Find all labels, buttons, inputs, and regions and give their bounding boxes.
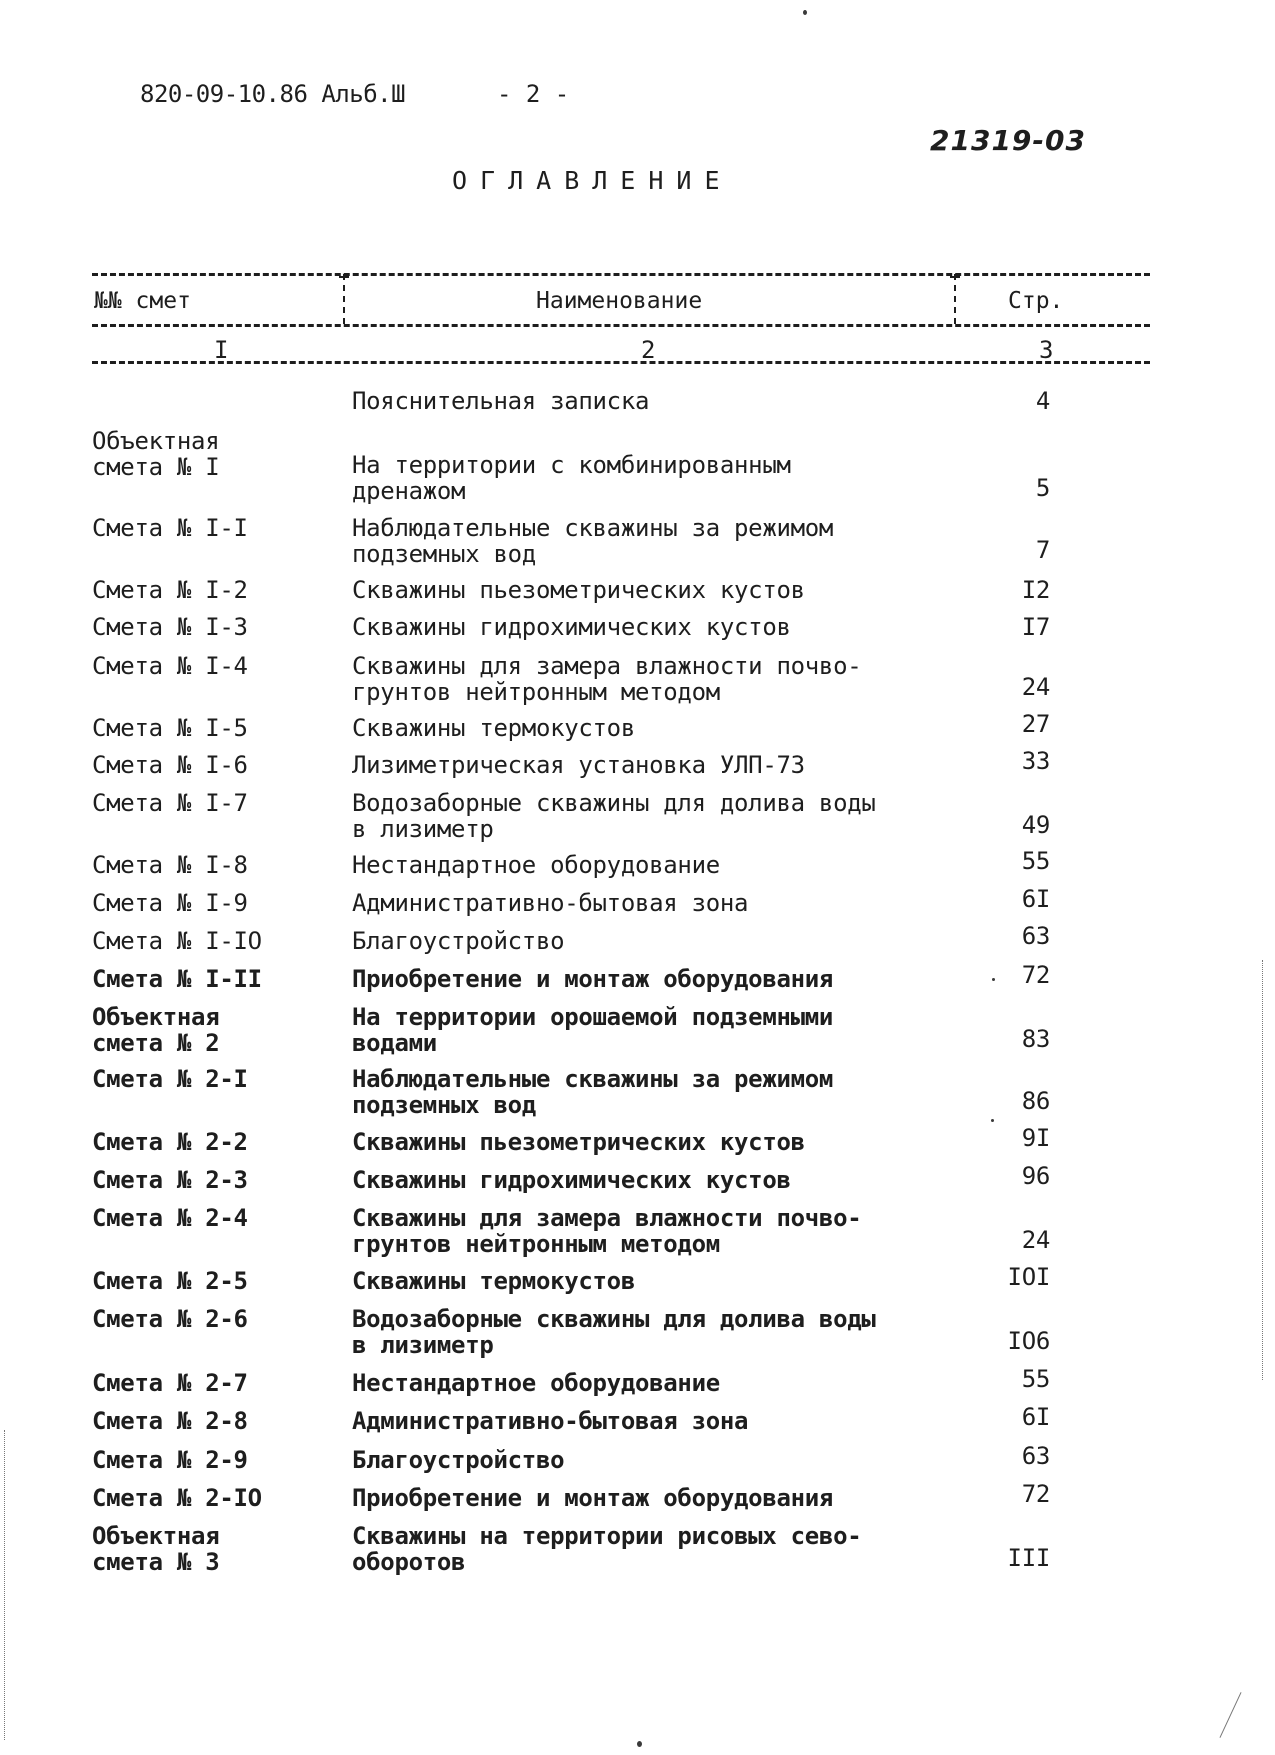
table-top-rule xyxy=(92,273,1150,276)
scan-edge xyxy=(1262,960,1263,1380)
row-name: Благоустройство xyxy=(352,927,565,955)
row-page: III xyxy=(1007,1544,1050,1572)
row-name: Водозаборные скважины для долива воды в лизиметр xyxy=(352,1305,876,1359)
scan-speck xyxy=(991,1119,994,1122)
row-name: Пояснительная записка xyxy=(352,387,650,415)
table-column-number-rule xyxy=(92,361,1150,364)
row-name: Скважины термокустов xyxy=(352,1267,635,1295)
column-separator-1 xyxy=(343,274,345,324)
row-page: 96 xyxy=(1021,1162,1050,1190)
column-header-page: Стр. xyxy=(1008,288,1064,314)
row-code: Смета № I-IO xyxy=(92,927,262,955)
row-name: Благоустройство xyxy=(352,1446,565,1474)
row-code: Смета № I-2 xyxy=(92,576,248,604)
row-name: Скважины пьезометрических кустов xyxy=(352,1128,805,1156)
row-code: Смета № 2-3 xyxy=(92,1166,248,1194)
scan-edge xyxy=(1219,1692,1241,1738)
row-code: Смета № I-8 xyxy=(92,851,248,879)
row-code: Смета № I-6 xyxy=(92,751,248,779)
row-name: Нестандартное оборудование xyxy=(352,1369,720,1397)
row-code: Объектная смета № 2 xyxy=(92,1003,220,1057)
row-code: Смета № 2-6 xyxy=(92,1305,248,1333)
document-code: 820-09-10.86 Альб.Ш xyxy=(140,80,406,108)
row-code: Смета № I-7 xyxy=(92,789,248,817)
row-name: Административно-бытовая зона xyxy=(352,889,749,917)
row-page: 24 xyxy=(1021,1226,1050,1254)
scan-speck xyxy=(992,978,995,981)
scan-speck xyxy=(803,10,807,15)
row-name: Скважины на территории рисовых сево- оборотов xyxy=(352,1522,862,1576)
row-name: Приобретение и монтаж оборудования xyxy=(352,965,834,993)
row-page: 55 xyxy=(1021,847,1050,875)
row-code: Смета № 2-4 xyxy=(92,1204,248,1232)
column-separator-2-tick xyxy=(950,276,960,278)
row-name: Водозаборные скважины для долива воды в лизиметр xyxy=(352,789,876,843)
row-code: Смета № 2-IO xyxy=(92,1484,262,1512)
row-page: 63 xyxy=(1021,1442,1050,1470)
row-page: 33 xyxy=(1021,747,1050,775)
row-code: Смета № 2-7 xyxy=(92,1369,248,1397)
row-page: 72 xyxy=(1021,961,1050,989)
row-name: Скважины термокустов xyxy=(352,714,635,742)
row-name: Административно-бытовая зона xyxy=(352,1407,749,1435)
row-page: IOI xyxy=(1007,1263,1050,1291)
row-name: Скважины гидрохимических кустов xyxy=(352,1166,791,1194)
row-name: На территории с комбинированным дренажом xyxy=(352,451,791,505)
scan-speck xyxy=(637,1741,642,1747)
column-separator-1-tick xyxy=(339,276,349,278)
row-page: 9I xyxy=(1021,1124,1050,1152)
row-name: Скважины для замера влажности почво- грунтов нейтронным методом xyxy=(352,1204,862,1258)
page-number: - 2 - xyxy=(497,80,570,108)
row-name: Приобретение и монтаж оборудования xyxy=(352,1484,834,1512)
row-page: IO6 xyxy=(1007,1327,1050,1355)
column-number-3: 3 xyxy=(1039,336,1054,364)
column-number-1: I xyxy=(214,336,229,364)
row-page: 55 xyxy=(1021,1365,1050,1393)
row-name: Наблюдательные скважины за режимом подземных вод xyxy=(352,1065,834,1119)
scan-edge xyxy=(4,1430,5,1740)
row-code: Смета № 2-9 xyxy=(92,1446,248,1474)
row-page: 24 xyxy=(1021,673,1050,701)
column-separator-2 xyxy=(954,274,956,324)
row-name: Наблюдательные скважины за режимом подземных вод xyxy=(352,514,834,568)
row-code: Смета № 2-5 xyxy=(92,1267,248,1295)
row-code: Объектная смета № I xyxy=(92,427,220,481)
row-page: 4 xyxy=(1035,387,1050,415)
row-name: Лизиметрическая установка УЛП-73 xyxy=(352,751,805,779)
row-code: Объектная смета № 3 xyxy=(92,1522,220,1576)
row-code: Смета № I-II xyxy=(92,965,262,993)
row-code: Смета № 2-8 xyxy=(92,1407,248,1435)
row-code: Смета № I-3 xyxy=(92,613,248,641)
row-name: Нестандартное оборудование xyxy=(352,851,720,879)
handwritten-number: 21319-03 xyxy=(930,124,1086,157)
row-page: 6I xyxy=(1021,885,1050,913)
row-name: Скважины гидрохимических кустов xyxy=(352,613,791,641)
row-page: 6I xyxy=(1021,1403,1050,1431)
column-number-2: 2 xyxy=(641,336,656,364)
row-code: Смета № I-I xyxy=(92,514,248,542)
row-page: 5 xyxy=(1035,474,1050,502)
row-page: 72 xyxy=(1021,1480,1050,1508)
row-page: 63 xyxy=(1021,922,1050,950)
row-name: Скважины для замера влажности почво- грунтов нейтронным методом xyxy=(352,652,862,706)
row-code: Смета № I-4 xyxy=(92,652,248,680)
row-page: 83 xyxy=(1021,1025,1050,1053)
row-page: 27 xyxy=(1021,710,1050,738)
column-header-code: №№ смет xyxy=(94,288,191,314)
row-page: I2 xyxy=(1021,576,1050,604)
row-code: Смета № I-9 xyxy=(92,889,248,917)
table-header-rule xyxy=(92,324,1150,327)
row-page: 49 xyxy=(1021,811,1050,839)
row-code: Смета № 2-I xyxy=(92,1065,248,1093)
row-code: Смета № 2-2 xyxy=(92,1128,248,1156)
row-page: 7 xyxy=(1035,536,1050,564)
row-name: Скважины пьезометрических кустов xyxy=(352,576,805,604)
row-code: Смета № I-5 xyxy=(92,714,248,742)
row-page: 86 xyxy=(1021,1087,1050,1115)
row-name: На территории орошаемой подземными водами xyxy=(352,1003,834,1057)
column-header-name: Наименование xyxy=(536,288,703,314)
document-title: ОГЛАВЛЕНИЕ xyxy=(452,166,733,195)
row-page: I7 xyxy=(1021,613,1050,641)
